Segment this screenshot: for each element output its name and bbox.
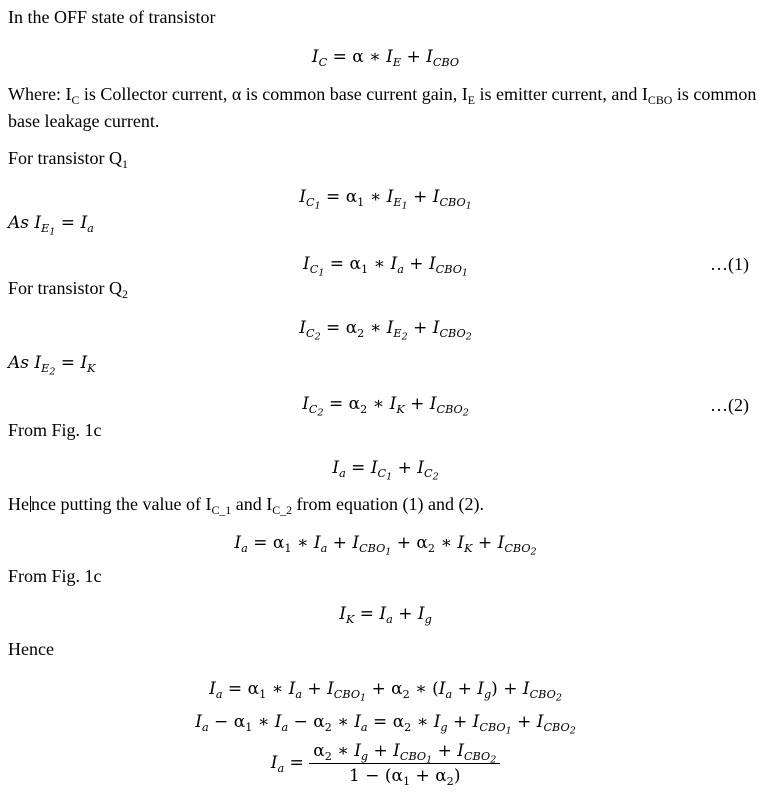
from-fig-1: From Fig. 1c xyxy=(8,420,102,440)
where-label: Where: I xyxy=(8,84,72,104)
q1-subscript: 1 xyxy=(122,157,128,172)
for-transistor-q2 xyxy=(8,277,128,302)
where-paragraph xyxy=(8,81,764,135)
for-transistor-q1 xyxy=(8,147,128,172)
for-q1-label: For transistor Q xyxy=(8,148,122,168)
intro-text: In the OFF state of transistor xyxy=(8,7,216,27)
equation-ik: $I_K = I_a + I_g$ xyxy=(339,604,432,626)
hence-label: Hence xyxy=(8,639,54,659)
fraction-denominator: $1 - (\alpha_1 + \alpha_2)$ xyxy=(349,766,461,788)
for-q2-label: For transistor Q xyxy=(8,278,122,298)
equation-number-1: …(1) xyxy=(710,254,749,274)
from-fig-2: From Fig. 1c xyxy=(8,566,102,586)
equation-general: $I_C = \alpha$ ∗ $I_E + I_{CBO}$ xyxy=(311,47,460,69)
hence-a: He xyxy=(8,494,29,514)
equation-ia-rearranged: $I_a - \alpha_1$ ∗ $I_a - \alpha_2$ ∗ $I_a = \alpha_2$ ∗ $I_g + I_{CBO_1} + I_{CBO_2}$ xyxy=(195,712,576,737)
equation-ia-final: $I_a$ = $\frac{\alpha_2 ∗ I_g + I_{CBO_1} + I_{CBO_2}}{1 - (\alpha_1 + \alpha_2)}$ xyxy=(0,740,771,787)
equation-ia-substituted: $I_a = \alpha_1$ ∗ $I_a + I_{CBO_1} + \alpha_2$ ∗ $(I_a + I_g) + I_{CBO_2}$ xyxy=(209,679,562,704)
q2-subscript: 2 xyxy=(122,287,128,302)
equation-number-2: …(2) xyxy=(710,395,749,415)
equation-2: $I_{C_2} = \alpha_2$ ∗ $I_K + I_{CBO_2}$ xyxy=(302,394,469,419)
hence-c: from equation (1) and (2). xyxy=(292,494,484,514)
where-sub-e: E xyxy=(467,93,475,108)
where-rest-1: is Collector current, α is common base current gain, I xyxy=(79,84,468,104)
equation-1: $I_{C_1} = \alpha_1$ ∗ $I_a + I_{CBO_1}$ xyxy=(303,254,468,279)
hence-putting-text xyxy=(8,493,484,518)
hence-b: nce putting the value of I xyxy=(31,494,212,514)
fraction-numerator: $\alpha_2$ ∗ $I_g + I_{CBO_1} + I_{CBO_2}$ xyxy=(309,740,500,764)
where-sub-c: C xyxy=(71,93,80,108)
equation-q1: $I_{C_1} = \alpha_1$ ∗ $I_{E_1} + I_{CBO_1}$ xyxy=(299,187,472,212)
final-fraction xyxy=(309,740,500,787)
equation-as-ie2: As $I_{E_2} = I_K$ xyxy=(8,353,96,378)
equation-as-ie1: As $I_{E_1} = I_a$ xyxy=(8,213,94,238)
ic2-sub: C_2 xyxy=(272,503,293,518)
equation-q2: $I_{C_2} = \alpha_2$ ∗ $I_{E_2} + I_{CBO_2}$ xyxy=(299,318,472,343)
and-text: and I xyxy=(231,494,273,514)
where-rest-3: is common base leakage current. xyxy=(8,84,757,131)
ic1-sub: C_1 xyxy=(211,503,232,518)
equation-ia-sum: $I_a = I_{C_1} + I_{C_2}$ xyxy=(332,458,439,483)
where-rest-2: is emitter current, and I xyxy=(474,84,648,104)
where-sub-cbo: CBO xyxy=(647,93,673,108)
equation-ia-expanded: $I_a = \alpha_1$ ∗ $I_a + I_{CBO_1} + \alpha_2$ ∗ $I_K + I_{CBO_2}$ xyxy=(234,533,537,558)
